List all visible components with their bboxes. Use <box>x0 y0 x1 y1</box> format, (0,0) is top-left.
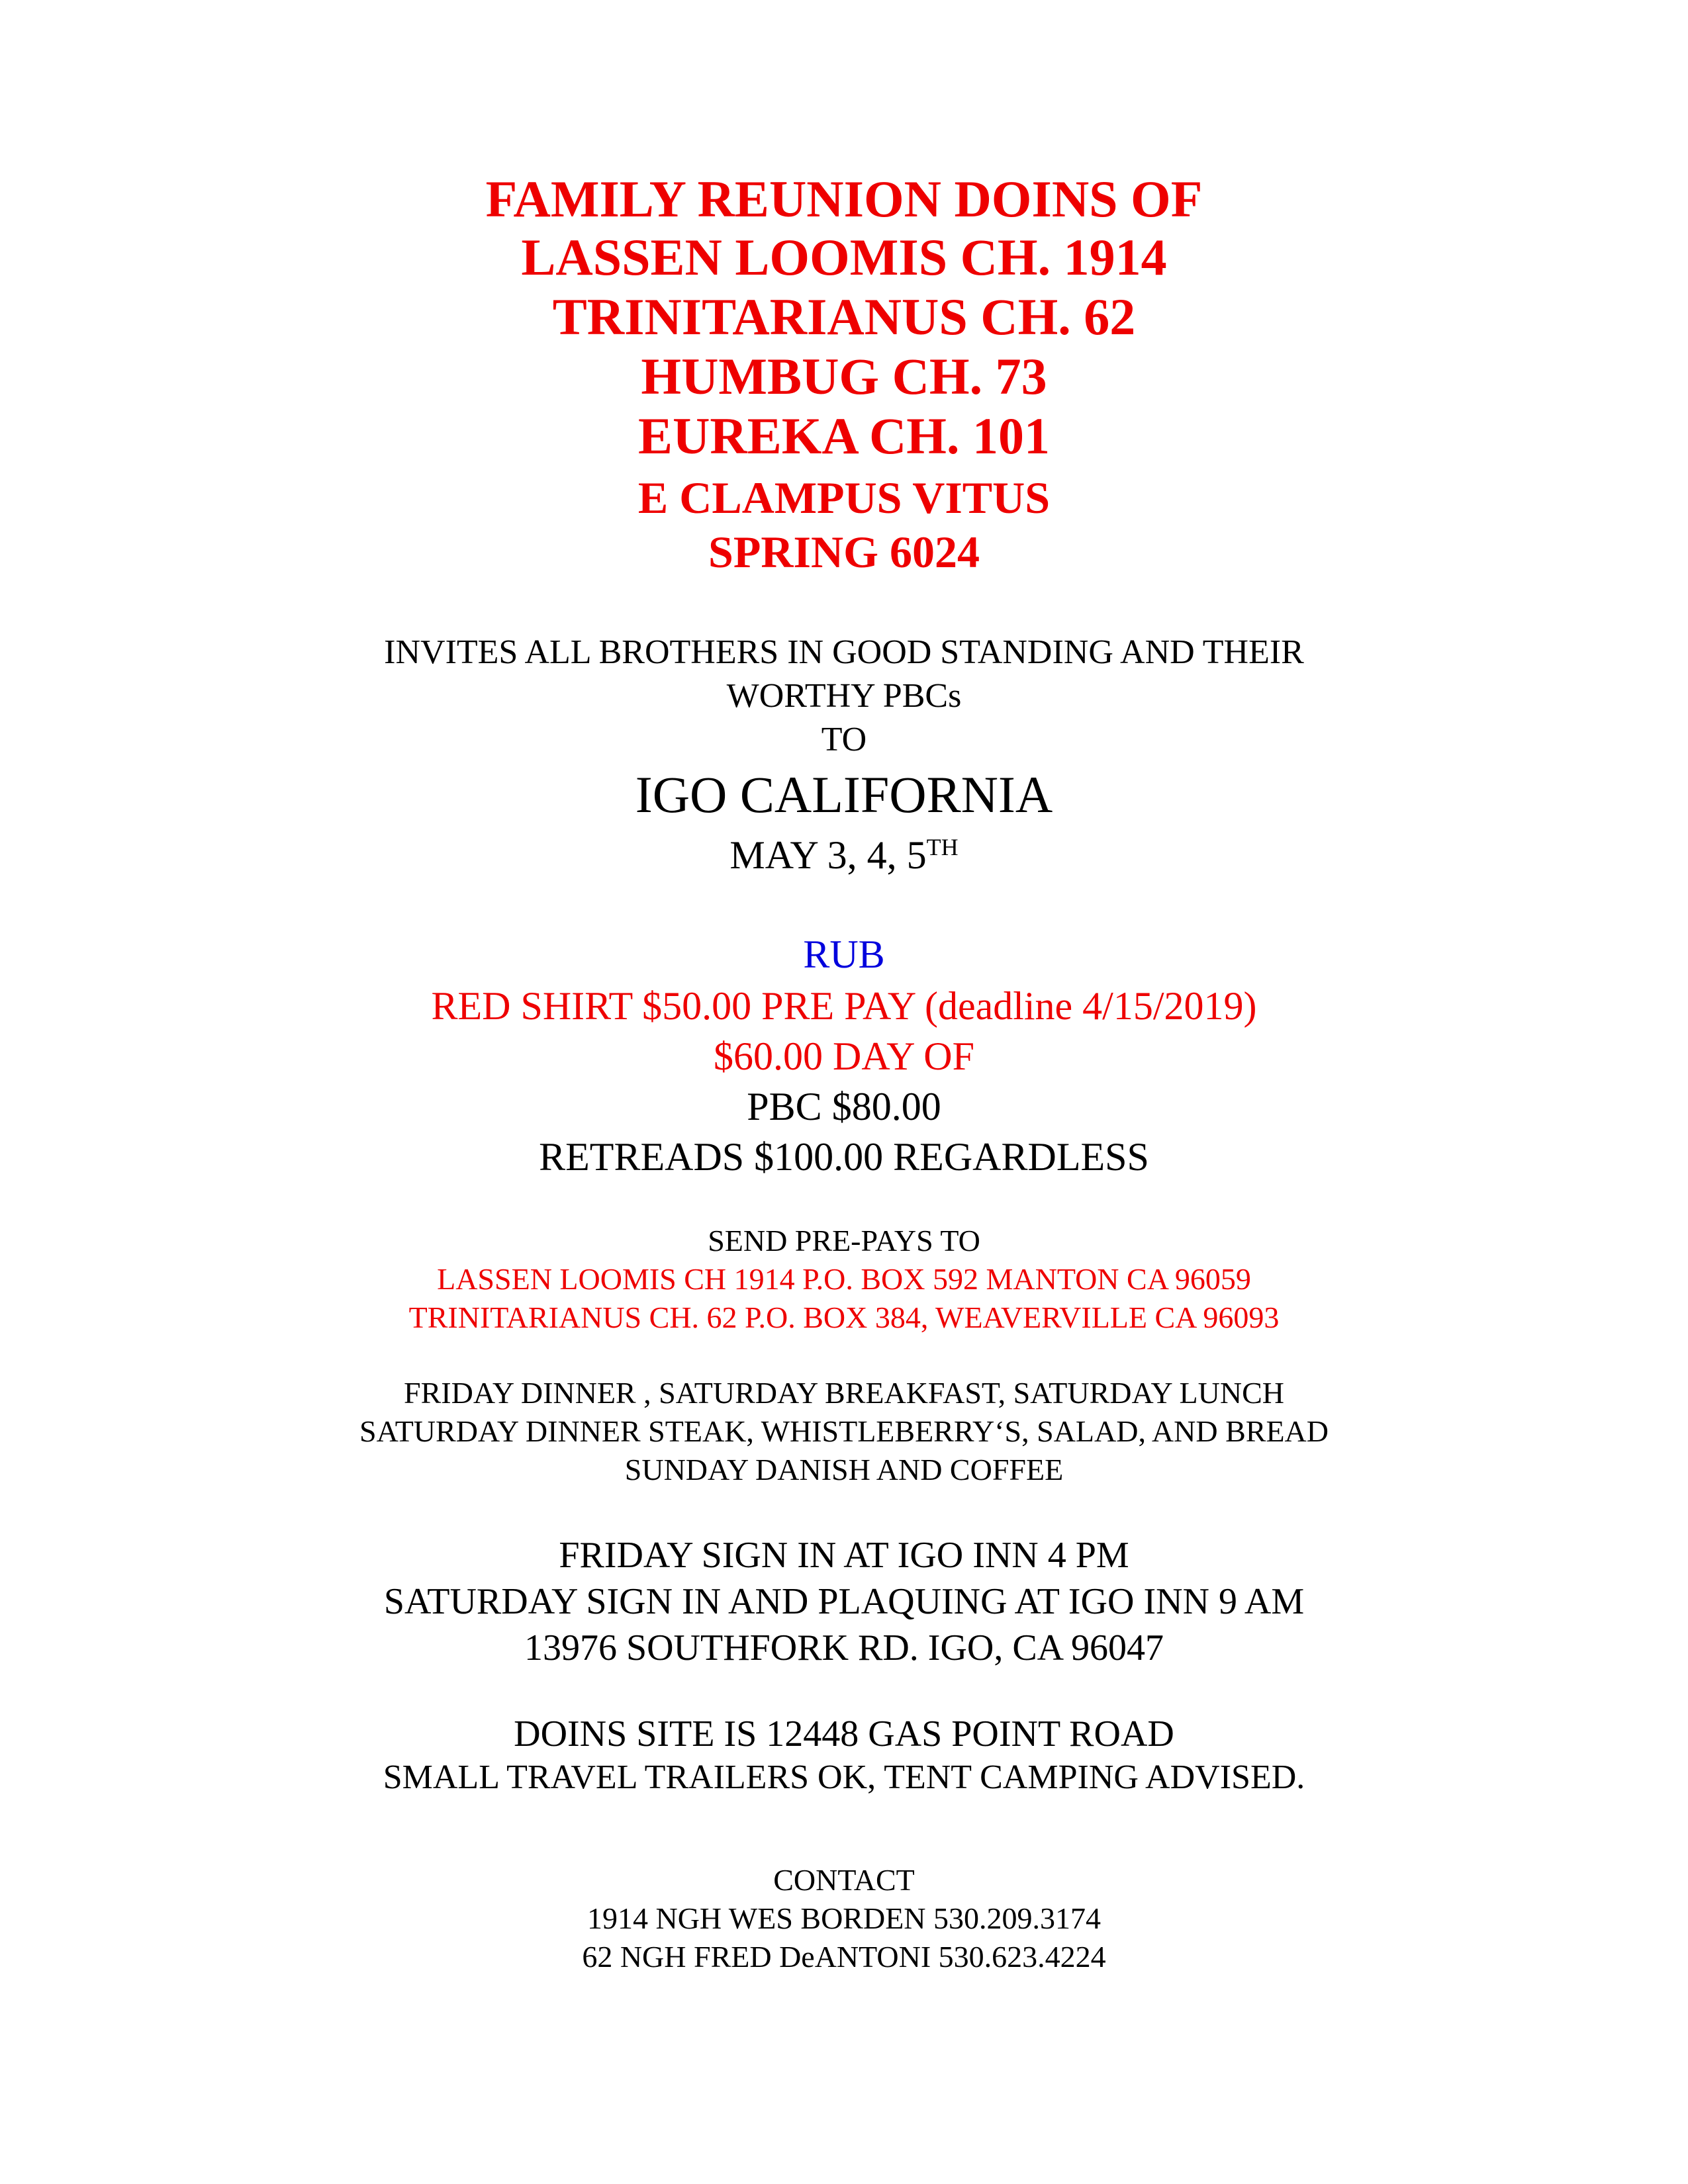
prepay-address-lassen-loomis: LASSEN LOOMIS CH 1914 P.O. BOX 592 MANTON CA 96059 <box>437 1262 1251 1296</box>
title-line-spring: SPRING 6024 <box>708 527 980 577</box>
day-of-price: $60.00 DAY OF <box>714 1034 974 1078</box>
camping-note: SMALL TRAVEL TRAILERS OK, TENT CAMPING ADVISED. <box>383 1758 1305 1796</box>
invitation-line-1: INVITES ALL BROTHERS IN GOOD STANDING AND THEIR <box>384 633 1304 671</box>
contact-wes-borden: 1914 NGH WES BORDEN 530.209.3174 <box>586 1901 1102 1935</box>
signin-friday: FRIDAY SIGN IN AT IGO INN 4 PM <box>559 1535 1129 1576</box>
contact-heading: CONTACT <box>773 1863 915 1897</box>
location-heading: IGO CALIFORNIA <box>635 766 1053 823</box>
event-dates-suffix: TH <box>926 834 959 861</box>
rub-heading: RUB <box>803 933 885 976</box>
pbc-price: PBC $80.00 <box>747 1085 941 1128</box>
invitation-line-3: TO <box>821 721 867 758</box>
red-shirt-price: RED SHIRT $50.00 PRE PAY (deadline 4/15/2019) <box>431 984 1257 1028</box>
meals-line-1: FRIDAY DINNER , SATURDAY BREAKFAST, SATURDAY LUNCH <box>404 1376 1284 1410</box>
meals-line-2: SATURDAY DINNER STEAK, WHISTLEBERRY‘S, SALAD, AND BREAD <box>359 1414 1329 1448</box>
retreads-price: RETREADS $100.00 REGARDLESS <box>539 1135 1149 1179</box>
doins-site-address: DOINS SITE IS 12448 GAS POINT ROAD <box>514 1713 1174 1754</box>
prepay-heading: SEND PRE-PAYS TO <box>708 1224 980 1257</box>
title-line-lassen-loomis: LASSEN LOOMIS CH. 1914 <box>521 228 1167 286</box>
title-line-family-reunion: FAMILY REUNION DOINS OF <box>485 170 1203 228</box>
invitation-line-2: WORTHY PBCs <box>726 677 962 715</box>
title-line-eureka: EUREKA CH. 101 <box>638 407 1050 465</box>
prepay-address-trinitarianus: TRINITARIANUS CH. 62 P.O. BOX 384, WEAVERVILLE CA 96093 <box>408 1300 1280 1334</box>
title-line-humbug: HUMBUG CH. 73 <box>641 347 1047 405</box>
event-dates-text: MAY 3, 4, 5 <box>729 833 927 877</box>
signin-saturday: SATURDAY SIGN IN AND PLAQUING AT IGO INN 9 AM <box>383 1581 1305 1622</box>
title-line-trinitarianus: TRINITARIANUS CH. 62 <box>552 288 1136 345</box>
event-dates <box>0 835 1688 875</box>
meals-line-3: SUNDAY DANISH AND COFFEE <box>624 1453 1064 1486</box>
contact-fred-deantoni: 62 NGH FRED DeANTONI 530.623.4224 <box>582 1940 1106 1974</box>
signin-address: 13976 SOUTHFORK RD. IGO, CA 96047 <box>524 1627 1164 1668</box>
title-line-e-clampus-vitus: E CLAMPUS VITUS <box>637 473 1051 523</box>
